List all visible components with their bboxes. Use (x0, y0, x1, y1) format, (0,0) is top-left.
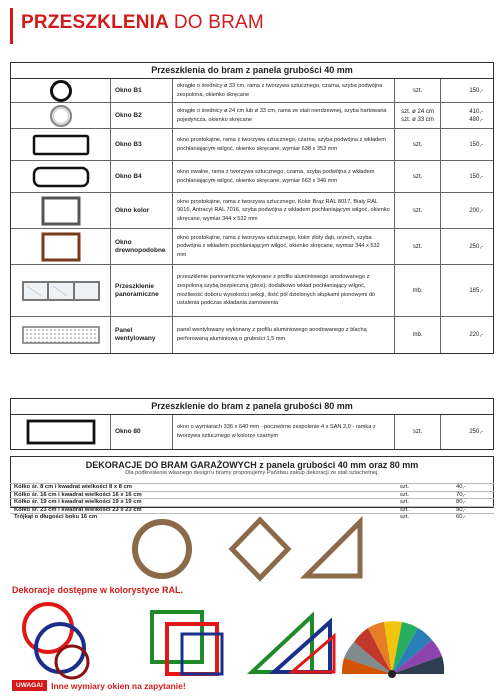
price-text: 150,- (469, 87, 483, 94)
product-description: okno o wymiarach 336 x 640 mm - poczwórne zespolenie 4 x SAN 2,0 - ramka z tworzywa sztucznego w kolorze czarnym (173, 415, 395, 449)
product-description: okrągłe o średnicy ø 33 cm, rama z tworzywa sztucznego, czarna, szyba podwójna zespolona, okienko skręcane (173, 79, 395, 102)
warning-badge: UWAGA! (12, 680, 47, 691)
item-unit: szt. (400, 514, 410, 521)
unit-text: szt. (412, 87, 423, 94)
ral-color-fan-icon (342, 621, 444, 678)
product-name: Okno B2 (111, 103, 173, 128)
rectangular-window-black-icon (32, 134, 90, 156)
unit-text: szt. (412, 429, 423, 435)
section-40mm (10, 62, 494, 354)
footer-note (12, 680, 186, 691)
oval-window-black-icon (32, 166, 90, 188)
product-description: okno prostokątne, rama z tworzywa sztucznego, czarna, szyba podwójna z wkładem pochłaniającym wilgoć, okienko skręcane, wymiar 638 x 353 mm (173, 129, 395, 160)
table-row (11, 265, 493, 317)
product-unit (395, 415, 441, 449)
red-square-icon (167, 624, 217, 674)
unit-text: szt. (412, 173, 423, 180)
list-item (10, 498, 494, 506)
item-name: Trójkąt o długości boku 16 cm (14, 514, 98, 521)
window-thumbnail (11, 193, 111, 228)
product-description: przeszklenie panoramiczne wykonane z profilu aluminiowego anodowanego z zespoloną szybą bezpieczną (plexi), dodatkowo wkład pochłaniający wilgoć, możliwość doboru wysokości sekcji, ilość pól dzielonych słupkami pionowymi do ustalenia podczas składania zamówienia (173, 265, 395, 316)
round-window-black-icon (49, 79, 73, 103)
header (10, 8, 264, 44)
rectangular-window-black-icon (26, 419, 96, 445)
table-row (11, 103, 493, 129)
product-unit (395, 79, 441, 102)
page-title (21, 8, 264, 38)
window-thumbnail (11, 265, 111, 316)
panoramic-glazing-icon (21, 278, 101, 304)
product-price (441, 129, 493, 160)
item-price: 70,- (456, 491, 466, 498)
product-unit (395, 317, 441, 353)
item-name: Kółko śr. 8 cm i kwadrat wielkości 8 x 8 cm (14, 484, 132, 490)
product-description: okno owalne, rama z tworzywa sztucznego, czarna, szyba podwójna z wkładem pochłaniającym wilgoć, okienko skręcane, wymiar 663 x 346 mm (173, 161, 395, 192)
unit-text: szt. ø 24 cm (401, 108, 434, 115)
rectangular-window-wood-icon (41, 232, 81, 262)
product-price (441, 103, 493, 128)
unit-text: szt. (412, 207, 423, 214)
table-row (11, 79, 493, 103)
section-80mm-title: Przeszklenie do bram z panela grubości 80 mm (11, 399, 493, 415)
ring-decoration-icon (135, 522, 189, 576)
product-name: Panel wentylowany (111, 317, 173, 353)
product-unit (395, 193, 441, 228)
unit-text: mb. (412, 287, 423, 294)
window-thumbnail (11, 79, 111, 102)
window-thumbnail (11, 129, 111, 160)
product-name: Okno kolor (111, 193, 173, 228)
item-unit: szt. (400, 484, 410, 490)
item-price: 80,- (456, 499, 466, 506)
section-40mm-title: Przeszklenia do bram z panela grubości 40 mm (11, 63, 493, 79)
decorations-subtitle: Dla podkreślenia własnego design'u bramy proponujemy Państwu zakup dekoracji ze stali szlachetnej. (125, 470, 379, 476)
table-row (11, 129, 493, 161)
bronze-decorations-illustration (110, 516, 400, 582)
triangle-decoration-icon (306, 522, 360, 576)
product-description: okrągłe o średnicy ø 24 cm lub ø 33 cm, rama ze stali nierdzewnej, szyba hartowana pojedyncza, okienko skręcane (173, 103, 395, 128)
section-80mm (10, 398, 494, 450)
window-thumbnail (11, 103, 111, 128)
product-unit (395, 161, 441, 192)
price-text: 480,- (469, 116, 483, 123)
price-text: 150,- (469, 141, 483, 148)
dark-red-ring-icon (56, 646, 88, 678)
product-price (441, 193, 493, 228)
table-row (11, 193, 493, 229)
item-price: 40,- (456, 484, 466, 490)
item-price: 90,- (456, 506, 466, 513)
price-text: 200,- (469, 207, 483, 214)
price-text: 150,- (469, 173, 483, 180)
square-decoration-icon (232, 520, 288, 578)
ral-colors-title: Dekoracje dostępne w kolorystyce RAL. (12, 585, 184, 595)
product-description: okno prostokątne, rama z tworzywa sztucznego, Kolor Brąz RAL 8017, Biały RAL 9016, Antracyt RAL 7016, szyba podwójna z wkładem pochłaniającym wilgoć, okienko skręcane, wymiar 344 x 532 mm (173, 193, 395, 228)
unit-text: szt. (412, 141, 423, 148)
window-thumbnail (11, 229, 111, 264)
item-unit: szt. (400, 506, 410, 513)
price-text: 185,- (469, 287, 483, 294)
item-name: Kółko śr. 16 cm i kwadrat wielkości 16 x 16 cm (14, 491, 142, 498)
title-bold: PRZESZKLENIA (21, 12, 169, 33)
item-name: Kółko śr. 23 cm i kwadrat wielkości 23 x 23 cm (14, 506, 142, 513)
list-item (10, 491, 494, 499)
item-name: Kółko śr. 19 cm i kwadrat wielkości 19 x 19 cm (14, 499, 142, 506)
price-text: 250,- (469, 429, 483, 435)
product-name: Okno B3 (111, 129, 173, 160)
decorations-title: DEKORACJE DO BRAM GARAŻOWYCH z panela grubości 40 mm oraz 80 mm (85, 460, 419, 470)
product-price (441, 79, 493, 102)
window-thumbnail (11, 161, 111, 192)
product-price (441, 265, 493, 316)
product-description: okno prostokątne, rama z tworzywa sztucznego, kolor złoty dąb, orzech, szyba podwójna z wkładem pochłaniającym wilgoć, okienko skręcane, wymiar 344 x 532 mm (173, 229, 395, 264)
table-row (11, 229, 493, 265)
list-item (10, 483, 494, 491)
window-thumbnail (11, 415, 111, 449)
product-unit (395, 103, 441, 128)
unit-text: szt. ø 33 cm (401, 116, 434, 123)
product-unit (395, 229, 441, 264)
round-window-steel-icon (49, 104, 73, 128)
ventilated-panel-icon (21, 324, 101, 346)
product-price (441, 161, 493, 192)
price-text: 250,- (469, 243, 483, 250)
item-price: 60,- (456, 514, 466, 521)
product-price (441, 317, 493, 353)
title-light: DO BRAM (173, 12, 264, 33)
rectangular-window-color-icon (41, 196, 81, 226)
price-text: 410,- (469, 108, 483, 115)
item-unit: szt. (400, 499, 410, 506)
product-name: Okno B1 (111, 79, 173, 102)
unit-text: szt. (412, 243, 423, 250)
product-name: Przeszklenie panoramiczne (111, 265, 173, 316)
note-text: Inne wymiary okien na zapytanie! (51, 680, 186, 691)
product-unit (395, 129, 441, 160)
table-row (11, 161, 493, 193)
price-text: 220,- (469, 332, 483, 338)
product-unit (395, 265, 441, 316)
table-row (11, 317, 493, 353)
product-name: Okno drewnopodobne (111, 229, 173, 264)
product-price (441, 415, 493, 449)
window-thumbnail (11, 317, 111, 353)
colored-decorations-illustration (12, 598, 488, 680)
product-price (441, 229, 493, 264)
table-row (11, 415, 493, 449)
item-unit: szt. (400, 491, 410, 498)
green-square-icon (152, 612, 202, 662)
unit-text: mb. (412, 332, 423, 338)
list-item (10, 506, 494, 514)
product-name: Okno 80 (111, 415, 173, 449)
product-description: panel wentylowany wykonany z profilu aluminiowego anodowanego z blachą perforowaną aluminiową o grubości 1,5 mm (173, 317, 395, 353)
product-name: Okno B4 (111, 161, 173, 192)
